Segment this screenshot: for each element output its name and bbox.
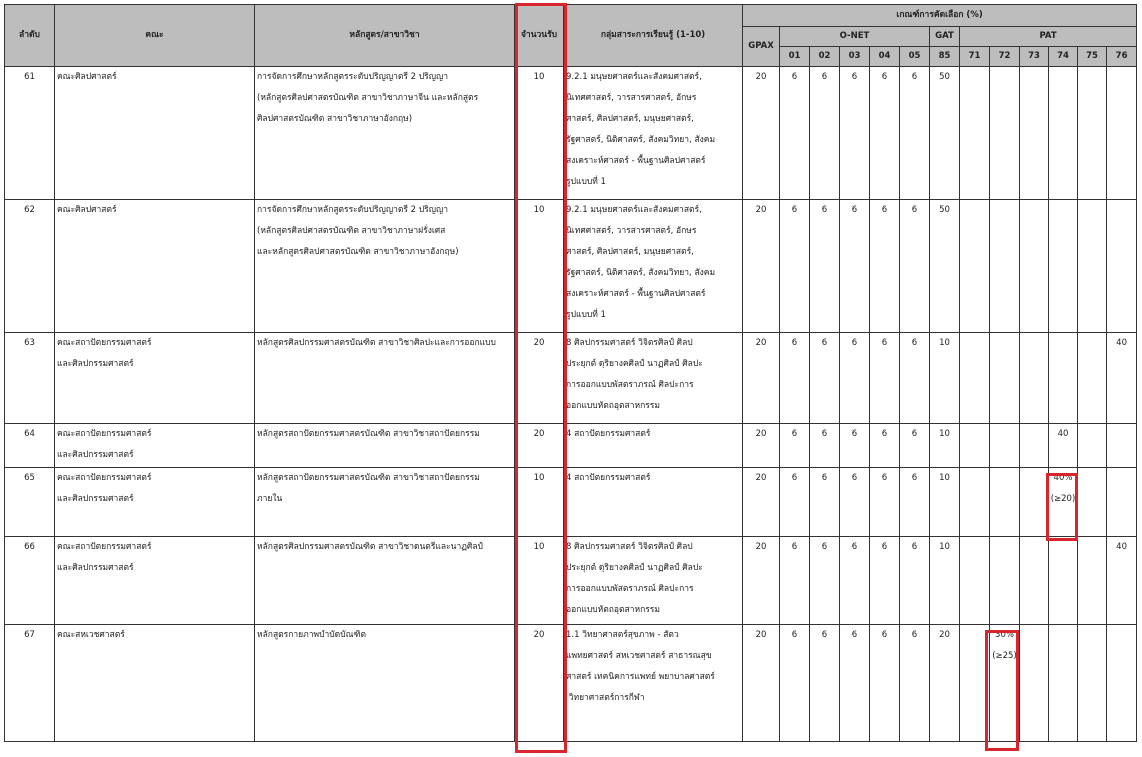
row-no: 61 [5, 67, 55, 200]
row-onet-05: 6 [900, 67, 930, 200]
row-onet-05: 6 [900, 200, 930, 333]
row-gat: 50 [930, 200, 960, 333]
header-pat-76: 76 [1107, 47, 1137, 67]
row-onet-01: 6 [780, 468, 810, 537]
row-pat-76 [1107, 424, 1137, 468]
row-onet-01: 6 [780, 67, 810, 200]
row-onet-03: 6 [840, 67, 870, 200]
row-program: หลักสูตรศิลปกรรมศาสตรบัณฑิต สาขาวิชาศิลปะและการออกแบบ [255, 333, 515, 424]
row-gpax: 20 [743, 468, 780, 537]
row-faculty: คณะสถาปัตยกรรมศาสตร์ และศิลปกรรมศาสตร์ [55, 468, 255, 537]
row-quota: 10 [515, 200, 564, 333]
row-onet-02: 6 [810, 468, 840, 537]
row-pat-73 [1020, 468, 1049, 537]
row-gpax: 20 [743, 67, 780, 200]
row-gat: 10 [930, 537, 960, 625]
row-pat-76 [1107, 625, 1137, 742]
row-program: หลักสูตรศิลปกรรมศาสตรบัณฑิต สาขาวิชาดนตรีและนาฏศิลป์ [255, 537, 515, 625]
row-onet-03: 6 [840, 424, 870, 468]
row-pat-75 [1078, 537, 1107, 625]
row-pat-74 [1049, 537, 1078, 625]
header-quota: จำนวนรับ [515, 5, 564, 67]
row-onet-01: 6 [780, 424, 810, 468]
row-pat-75 [1078, 67, 1107, 200]
row-pat-75 [1078, 200, 1107, 333]
row-onet-05: 6 [900, 468, 930, 537]
header-program: หลักสูตร/สาขาวิชา [255, 5, 515, 67]
row-program: หลักสูตรสถาปัตยกรรมศาสตรบัณฑิต สาขาวิชาสถาปัตยกรรม ภายใน [255, 468, 515, 537]
row-gpax: 20 [743, 424, 780, 468]
row-no: 62 [5, 200, 55, 333]
row-onet-04: 6 [870, 537, 900, 625]
header-pat: PAT [960, 27, 1137, 47]
row-gpax: 20 [743, 200, 780, 333]
row-pat-73 [1020, 424, 1049, 468]
row-pat-76: 40 [1107, 537, 1137, 625]
row-onet-01: 6 [780, 537, 810, 625]
row-no: 66 [5, 537, 55, 625]
row-onet-02: 6 [810, 537, 840, 625]
row-onet-02: 6 [810, 424, 840, 468]
row-subject-group: 9.2.1 มนุษยศาสตร์และสังคมศาสตร์, นิเทศศาสตร์, วารสารศาสตร์, อักษร ศาสตร์, ศิลปศาสตร์, มนุษยศาสตร์, รัฐศาสตร์, นิติศาสตร์, สังคมวิทยา, สังคม สงเคราะห์ศาสตร์ - พื้นฐานศิลปศาสตร์ รูปแบบที่ 1 [564, 67, 743, 200]
header-pat-71: 71 [960, 47, 990, 67]
row-pat-72 [990, 424, 1020, 468]
row-pat-71 [960, 468, 990, 537]
row-pat-72 [990, 67, 1020, 200]
row-pat-76 [1107, 468, 1137, 537]
row-onet-04: 6 [870, 424, 900, 468]
row-onet-05: 6 [900, 625, 930, 742]
header-pat-72: 72 [990, 47, 1020, 67]
row-onet-03: 6 [840, 537, 870, 625]
row-pat-74: 40% (≥20) [1049, 468, 1078, 537]
row-faculty: คณะสถาปัตยกรรมศาสตร์ และศิลปกรรมศาสตร์ [55, 424, 255, 468]
table-row [5, 537, 1137, 625]
row-onet-02: 6 [810, 67, 840, 200]
row-onet-01: 6 [780, 625, 810, 742]
row-onet-04: 6 [870, 333, 900, 424]
row-pat-73 [1020, 67, 1049, 200]
row-pat-71 [960, 537, 990, 625]
table-row [5, 200, 1137, 333]
row-pat-74 [1049, 625, 1078, 742]
row-pat-71 [960, 333, 990, 424]
header-gat-85: 85 [930, 47, 960, 67]
row-onet-01: 6 [780, 333, 810, 424]
row-pat-71 [960, 625, 990, 742]
row-program: การจัดการศึกษาหลักสูตรระดับปริญญาตรี 2 ปริญญา (หลักสูตรศิลปศาสตรบัณฑิต สาขาวิชาภาษาจีน และหลักสูตร ศิลปศาสตรบัณฑิต สาขาวิชาภาษาอังกฤษ) [255, 67, 515, 200]
row-onet-05: 6 [900, 333, 930, 424]
row-onet-03: 6 [840, 468, 870, 537]
table-row [5, 468, 1137, 537]
row-pat-72 [990, 333, 1020, 424]
row-pat-71 [960, 424, 990, 468]
row-pat-75 [1078, 333, 1107, 424]
header-criteria: เกณฑ์การคัดเลือก (%) [743, 5, 1137, 27]
row-faculty: คณะสถาปัตยกรรมศาสตร์ และศิลปกรรมศาสตร์ [55, 537, 255, 625]
row-pat-73 [1020, 537, 1049, 625]
header-gat: GAT [930, 27, 960, 47]
row-faculty: คณะสหเวชศาสตร์ [55, 625, 255, 742]
table-row [5, 424, 1137, 468]
row-onet-05: 6 [900, 424, 930, 468]
row-pat-76 [1107, 200, 1137, 333]
row-subject-group: 8 ศิลปกรรมศาสตร์ วิจิตรศิลป์ ศิลป ประยุกต์ ดุริยางคศิลป์ นาฏศิลป์ ศิลปะ การออกแบบพัสตราภรณ์ ศิลปะการ ออกแบบหัตถอุตสาหกรรม [564, 333, 743, 424]
header-onet-03: 03 [840, 47, 870, 67]
row-pat-72: 30% (≥25) [990, 625, 1020, 742]
row-quota: 10 [515, 537, 564, 625]
row-program: หลักสูตรกายภาพบำบัดบัณฑิต [255, 625, 515, 742]
row-onet-03: 6 [840, 333, 870, 424]
header-pat-73: 73 [1020, 47, 1049, 67]
row-pat-76 [1107, 67, 1137, 200]
header-faculty: คณะ [55, 5, 255, 67]
row-onet-02: 6 [810, 333, 840, 424]
header-onet-02: 02 [810, 47, 840, 67]
row-no: 65 [5, 468, 55, 537]
row-gat: 20 [930, 625, 960, 742]
header-gpax: GPAX [743, 27, 780, 67]
row-quota: 20 [515, 333, 564, 424]
row-subject-group: 4 สถาปัตยกรรมศาสตร์ [564, 424, 743, 468]
row-pat-72 [990, 537, 1020, 625]
row-onet-03: 6 [840, 200, 870, 333]
table-row [5, 625, 1137, 742]
row-pat-75 [1078, 424, 1107, 468]
row-no: 64 [5, 424, 55, 468]
table-row [5, 333, 1137, 424]
row-pat-74 [1049, 333, 1078, 424]
row-onet-04: 6 [870, 625, 900, 742]
row-onet-02: 6 [810, 200, 840, 333]
row-pat-73 [1020, 333, 1049, 424]
table-row [5, 67, 1137, 200]
row-faculty: คณะศิลปศาสตร์ [55, 200, 255, 333]
row-subject-group: 4 สถาปัตยกรรมศาสตร์ [564, 468, 743, 537]
row-subject-group: 8 ศิลปกรรมศาสตร์ วิจิตรศิลป์ ศิลป ประยุกต์ ดุริยางคศิลป์ นาฏศิลป์ ศิลปะ การออกแบบพัสตราภรณ์ ศิลปะการ ออกแบบหัตถอุตสาหกรรม [564, 537, 743, 625]
row-pat-71 [960, 67, 990, 200]
row-pat-75 [1078, 468, 1107, 537]
row-subject-group: 1.1 วิทยาศาสตร์สุขภาพ - สัตว แพทยศาสตร์ สหเวชศาสตร์ สาธารณสุข ศาสตร์ เทคนิคการแพทย์ พยาบาลศาสตร์ วิทยาศาสตร์การกีฬา [564, 625, 743, 742]
row-faculty: คณะศิลปศาสตร์ [55, 67, 255, 200]
row-pat-73 [1020, 200, 1049, 333]
row-gpax: 20 [743, 537, 780, 625]
row-pat-74 [1049, 67, 1078, 200]
row-faculty: คณะสถาปัตยกรรมศาสตร์ และศิลปกรรมศาสตร์ [55, 333, 255, 424]
row-no: 63 [5, 333, 55, 424]
row-pat-71 [960, 200, 990, 333]
row-pat-76: 40 [1107, 333, 1137, 424]
row-gat: 10 [930, 424, 960, 468]
row-pat-72 [990, 200, 1020, 333]
row-onet-03: 6 [840, 625, 870, 742]
row-program: หลักสูตรสถาปัตยกรรมศาสตรบัณฑิต สาขาวิชาสถาปัตยกรรม [255, 424, 515, 468]
row-pat-74 [1049, 200, 1078, 333]
header-onet-01: 01 [780, 47, 810, 67]
row-onet-04: 6 [870, 200, 900, 333]
header-pat-75: 75 [1078, 47, 1107, 67]
row-quota: 20 [515, 424, 564, 468]
admission-criteria-table [4, 4, 1137, 742]
row-quota: 20 [515, 625, 564, 742]
row-pat-74: 40 [1049, 424, 1078, 468]
row-pat-75 [1078, 625, 1107, 742]
row-onet-05: 6 [900, 537, 930, 625]
row-onet-04: 6 [870, 468, 900, 537]
row-gat: 10 [930, 468, 960, 537]
header-pat-74: 74 [1049, 47, 1078, 67]
row-subject-group: 9.2.1 มนุษยศาสตร์และสังคมศาสตร์, นิเทศศาสตร์, วารสารศาสตร์, อักษร ศาสตร์, ศิลปศาสตร์, มนุษยศาสตร์, รัฐศาสตร์, นิติศาสตร์, สังคมวิทยา, สังคม สงเคราะห์ศาสตร์ - พื้นฐานศิลปศาสตร์ รูปแบบที่ 1 [564, 200, 743, 333]
header-no: ลำดับ [5, 5, 55, 67]
row-onet-01: 6 [780, 200, 810, 333]
header-onet-04: 04 [870, 47, 900, 67]
row-onet-02: 6 [810, 625, 840, 742]
row-gpax: 20 [743, 625, 780, 742]
row-program: การจัดการศึกษาหลักสูตรระดับปริญญาตรี 2 ปริญญา (หลักสูตรศิลปศาสตรบัณฑิต สาขาวิชาภาษาฝรั่งเศส และหลักสูตรศิลปศาสตรบัณฑิต สาขาวิชาภาษาอังกฤษ) [255, 200, 515, 333]
header-subject-group: กลุ่มสาระการเรียนรู้ (1-10) [564, 5, 743, 67]
row-pat-72 [990, 468, 1020, 537]
row-quota: 10 [515, 468, 564, 537]
row-pat-73 [1020, 625, 1049, 742]
row-gpax: 20 [743, 333, 780, 424]
row-gat: 50 [930, 67, 960, 200]
row-gat: 10 [930, 333, 960, 424]
row-no: 67 [5, 625, 55, 742]
header-onet-05: 05 [900, 47, 930, 67]
header-onet: O-NET [780, 27, 930, 47]
row-quota: 10 [515, 67, 564, 200]
row-onet-04: 6 [870, 67, 900, 200]
